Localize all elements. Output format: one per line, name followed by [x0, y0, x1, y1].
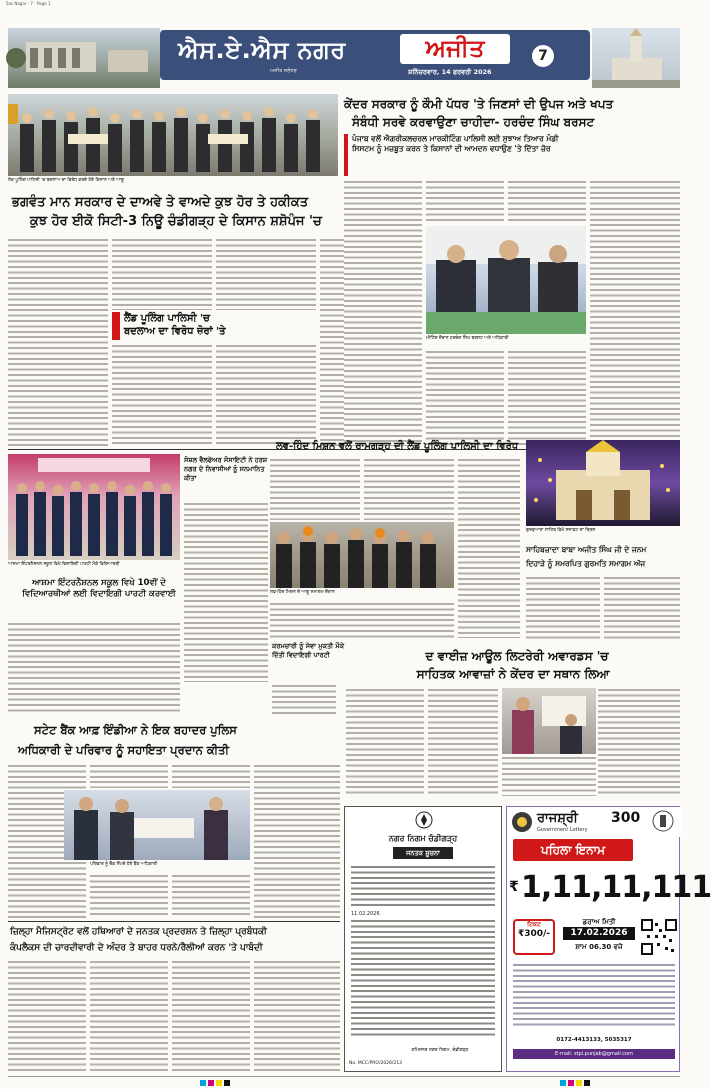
- landpooling-headline: ਲਵ-ਹਿੰਦ ਮਿਸ਼ਨ ਵਲੋਂ ਰਾਮਗੜ੍ਹ ਦੀ ਲੈਂਡ ਪੂਲਿੰਗ ਪਾਲਿਸੀ ਦਾ ਵਿਰੋਧ: [276, 441, 519, 452]
- lottery-prize-box: [509, 865, 711, 915]
- lottery-draw-time: ਸ਼ਾਮ 06.30 ਵਜੇ: [575, 943, 623, 951]
- pullquote-line2: ਬਦਲਾਅ ਦਾ ਵਿਰੋਧ ਜ਼ੋਰਾਂ 'ਤੇ: [124, 326, 226, 337]
- notice-emblem-icon: [415, 811, 433, 829]
- gurdwara-body-col1: [526, 576, 600, 640]
- dm-headline-line2: ਕੰਪਲੈਕਸ ਦੀ ਚਾਰਦੀਵਾਰੀ ਦੇ ਅੰਦਰ ਤੇ ਬਾਹਰ ਧਰਨੇ/ਰੈਲੀਆਂ ਕਰਨ 'ਤੇ ਪਾਬੰਦੀ: [10, 943, 263, 953]
- welfare-brief-body: [184, 502, 268, 682]
- lottery-draw-label: ਡਰਾਅ ਮਿਤੀ: [582, 918, 616, 926]
- lottery-header: [507, 807, 681, 837]
- reg-mark-cyan-2: [560, 1080, 566, 1086]
- masthead-subtitle: ਅਜੀਤ ਜਲੰਧਰ: [270, 68, 297, 74]
- lottery-logo-icon: [511, 811, 533, 833]
- print-slug: Sas Nagar - 7 - Page 1: [6, 1, 51, 6]
- public-notice: [344, 806, 502, 1072]
- lottery-prize-amount: 1,11,11,111: [521, 870, 711, 905]
- gurdwara-headline-line1: ਸਾਹਿਬਜ਼ਾਦਾ ਬਾਬਾ ਅਜੀਤ ਸਿੰਘ ਜੀ ਦੇ ਜਨਮ: [526, 545, 647, 554]
- notice-ref: No. MCC/PRO/2026/213: [349, 1061, 403, 1066]
- bank-body-col4: [254, 764, 340, 918]
- lottery-draw-no: 300: [611, 810, 641, 826]
- lottery-brand: ਰਾਜਸ਼੍ਰੀ: [537, 811, 578, 826]
- farmers-body-col3: [216, 238, 316, 310]
- landpooling-body-bottom: [270, 602, 454, 638]
- retirement-brief-body: [272, 684, 336, 714]
- farmers-protest-photo: [8, 94, 338, 176]
- literary-headline-line1: ਦ ਵਾਈਜ਼ ਆਊਲ ਲਿਟਰੇਰੀ ਅਵਾਰਡਸ 'ਚ: [425, 649, 609, 663]
- literary-body-col3: [598, 688, 680, 796]
- farmers-body-col2: [112, 238, 212, 310]
- welfare-brief-headline: ਸੋਸ਼ਲ ਵੈਲਫੇਅਰ ਸੋਸਾਇਟੀ ਨੇ ਹਰਸ਼ ਨਗਰ ਦੇ ਨਿਵਾਸੀਆਂ ਨੂੰ ਸਨਮਾਨਿਤ ਕੀਤਾ: [184, 456, 268, 482]
- lottery-ticket-price: ₹300/-: [517, 929, 551, 939]
- harchand-photo-caption: ਮੀਟਿੰਗ ਦੌਰਾਨ ਹਰਚੰਦ ਸਿੰਘ ਬਰਸਟ ਅਤੇ ਅਧਿਕਾਰੀ: [426, 336, 509, 341]
- govt-emblem-icon: [651, 809, 675, 833]
- bank-cheque-photo: [64, 790, 250, 860]
- harchand-subhead-line1: ਪੰਜਾਬ ਵਲੋਂ ਐਗਰੀਕਲਚਰਲ ਮਾਰਕੀਟਿੰਗ ਪਾਲਿਸੀ ਲਈ ਸੁਝਾਅ ਤਿਆਰ ਮੰਡੀ: [352, 134, 559, 143]
- notice-body-top: [351, 865, 495, 907]
- gurdwara-photo: [526, 440, 680, 526]
- reg-mark-cyan: [200, 1080, 206, 1086]
- lottery-ticket-badge: [513, 919, 555, 955]
- harchand-body-col2b: [426, 350, 504, 445]
- notice-title: ਜਨਤਕ ਸੂਚਨਾ: [393, 847, 453, 859]
- bank-body-col3b: [172, 874, 250, 918]
- harchand-body-col1: [344, 180, 422, 445]
- notice-body-main: [351, 919, 495, 1037]
- harchand-subhead: [344, 134, 680, 176]
- divider-2: [8, 921, 340, 922]
- gurdwara-headline-line2: ਦਿਹਾੜੇ ਨੂੰ ਸਮਰਪਿਤ ਗੁਰਮਤਿ ਸਮਾਗਮ ਅੱਜ: [526, 559, 646, 568]
- literary-body-col1: [346, 688, 424, 796]
- farmers-body-col1: [8, 238, 108, 446]
- bank-photo-caption: ਪਰਿਵਾਰ ਨੂੰ ਚੈੱਕ ਸੌਂਪਦੇ ਹੋਏ ਬੈਂਕ ਅਧਿਕਾਰੀ: [90, 862, 158, 867]
- dm-body-col2: [90, 960, 168, 1072]
- bank-headline-line2: ਅਧਿਕਾਰੀ ਦੇ ਪਰਿਵਾਰ ਨੂੰ ਸਹਾਇਤਾ ਪ੍ਰਦਾਨ ਕੀਤੀ: [18, 743, 229, 757]
- lottery-fineprint: [513, 963, 675, 1029]
- dm-headline-line1: ਜ਼ਿਲ੍ਹਾ ਮੈਜਿਸਟ੍ਰੇਟ ਵਲੋਂ ਹਥਿਆਰਾਂ ਦੇ ਜਨਤਕ ਪ੍ਰਦਰਸ਼ਨ ਤੇ ਜ਼ਿਲ੍ਹਾ ਪ੍ਰਬੰਧਕੀ: [10, 927, 267, 937]
- farmers-photo-caption: ਲੋਕ ਪੂਲਿੰਗ ਪਾਲਿਸੀ 'ਚ ਬਦਲਾਅ ਦਾ ਵਿਰੋਧ ਕਰਦੇ ਹੋਏ ਕਿਸਾਨ ਅਤੇ ਆਗੂ: [8, 178, 124, 183]
- school-farewell-photo: [8, 454, 180, 560]
- harchand-headline-line2: ਸੰਬੰਧੀ ਸਰਵੇ ਕਰਵਾਉਣਾ ਚਾਹੀਦਾ- ਹਰਚੰਦ ਸਿੰਘ ਬਰਸਟ: [352, 115, 595, 129]
- dm-body-col3: [172, 960, 250, 1072]
- landpooling-body-col1: [270, 458, 360, 520]
- literary-headline-line2: ਸਾਹਿਤਕ ਆਵਾਜ਼ਾਂ ਨੇ ਕੇਂਦਰ ਦਾ ਸਥਾਨ ਲਿਆ: [416, 667, 610, 681]
- harchand-body-col3: [508, 180, 586, 224]
- reg-mark-yellow: [216, 1080, 222, 1086]
- literary-awards-photo: [502, 688, 596, 754]
- school-headline: ਆਸ਼ਮਾ ਇੰਟਰਨੈਸ਼ਨਲ ਸਕੂਲ ਵਿਖੇ 10ਵੀਂ ਦੇ ਵਿਦਿਆਰਥੀਆਂ ਲਈ ਵਿਦਾਇਗੀ ਪਾਰਟੀ ਕਰਵਾਈ: [22, 578, 176, 599]
- harchand-headline-line1: ਕੇਂਦਰ ਸਰਕਾਰ ਨੂੰ ਕੌਮੀ ਪੱਧਰ 'ਤੇ ਜਿਣਸਾਂ ਦੀ ਉਪਜ ਅਤੇ ਖਪਤ: [344, 97, 614, 111]
- masthead-date: ਸ਼ਨਿੱਚਰਵਾਰ, 14 ਫਰਵਰੀ 2026: [408, 68, 492, 76]
- harchand-body-col3b: [508, 350, 586, 445]
- lottery-first-prize-label: ਪਹਿਲਾ ਇਨਾਮ: [513, 839, 633, 861]
- notice-signature: ਕਮਿਸ਼ਨਰ ਨਗਰ ਨਿਗਮ, ਚੰਡੀਗੜ੍ਹ: [411, 1048, 469, 1053]
- reg-mark-magenta-2: [568, 1080, 574, 1086]
- lottery-ticket-label: ਟਿਕਟ: [527, 921, 541, 928]
- footer-rule: [8, 1076, 680, 1077]
- harchand-meeting-photo: [426, 226, 586, 334]
- bank-body-col2b: [90, 874, 168, 918]
- qr-code-icon: [641, 919, 677, 955]
- bank-body-col2: [90, 764, 168, 788]
- farmers-headline-line2: ਕੁਝ ਹੋਰ ਈਕੋ ਸਿਟੀ-3 ਨਿਊ ਚੰਡੀਗੜ੍ਹ ਦੇ ਕਿਸਾਨ ਸ਼ਸ਼ੋਪੰਜ 'ਚ: [30, 214, 322, 229]
- landpooling-body-col2: [364, 458, 454, 520]
- farmers-body-col2b: [112, 344, 212, 446]
- masthead-section-title: ਐਸ.ਏ.ਐਸ ਨਗਰ: [178, 36, 346, 64]
- school-photo-caption: ਆਸ਼ਮਾ ਇੰਟਰਨੈਸ਼ਨਲ ਸਕੂਲ ਵਿਖੇ ਵਿਦਾਇਗੀ ਪਾਰਟੀ ਮੌਕੇ ਵਿਦਿਆਰਥੀ: [8, 562, 120, 567]
- farmers-body-col3b: [216, 344, 316, 446]
- landpooling-photo-caption: ਲਵ-ਹਿੰਦ ਮਿਸ਼ਨ ਦੇ ਆਗੂ ਸਮਾਗਮ ਦੌਰਾਨ: [270, 590, 335, 595]
- farmers-pullquote: [112, 312, 317, 340]
- notice-org: ਨਗਰ ਨਿਗਮ ਚੰਡੀਗੜ੍ਹ: [388, 834, 458, 843]
- bank-body-col3: [172, 764, 250, 788]
- bank-headline-line1: ਸਟੇਟ ਬੈਂਕ ਆਫ਼ ਇੰਡੀਆ ਨੇ ਇਕ ਬਹਾਦਰ ਪੁਲਿਸ: [34, 723, 237, 737]
- harchand-body-col4: [590, 180, 680, 445]
- lottery-subtitle: Government Lottery: [537, 827, 588, 833]
- gurdwara-body-col2: [604, 576, 680, 640]
- pullquote-line1: ਲੈਂਡ ਪੂਲਿੰਗ ਪਾਲਿਸੀ 'ਚ: [124, 313, 210, 324]
- literary-body-col2b: [502, 756, 596, 796]
- masthead-right-photo: [592, 28, 680, 88]
- farmers-headline-line1: ਭਗਵੰਤ ਮਾਨ ਸਰਕਾਰ ਦੇ ਦਾਅਵੇ ਤੇ ਵਾਅਦੇ ਕੁਝ ਹੋਰ ਤੇ ਹਕੀਕਤ: [12, 195, 309, 210]
- lottery-phone: 0172-4413133, 5035317: [556, 1037, 632, 1043]
- school-body: [8, 622, 180, 714]
- harchand-body-col2: [426, 180, 504, 224]
- reg-mark-magenta: [208, 1080, 214, 1086]
- masthead-left-photo: [8, 28, 160, 88]
- reg-mark-black-2: [584, 1080, 590, 1086]
- gurdwara-photo-caption: ਗੁਰਦੁਆਰਾ ਸਾਹਿਬ ਵਿਖੇ ਸਜਾਵਟ ਦਾ ਦ੍ਰਿਸ਼: [526, 528, 596, 533]
- masthead-paper-name: ਅਜੀਤ: [400, 34, 510, 64]
- landpooling-photo: [270, 522, 454, 588]
- reg-mark-yellow-2: [576, 1080, 582, 1086]
- dm-body-col4: [254, 960, 340, 1072]
- notice-date: 11.02.2026: [351, 911, 380, 917]
- masthead-page-number: 7: [532, 45, 554, 67]
- dm-body-col1: [8, 960, 86, 1072]
- lottery-email: E-mail: stpl.punjab@gmail.com: [513, 1049, 675, 1059]
- lottery-ad: [506, 806, 711, 1072]
- lottery-draw-block: [559, 917, 639, 959]
- lottery-currency: ₹: [509, 879, 519, 895]
- reg-mark-black: [224, 1080, 230, 1086]
- harchand-subhead-line2: ਸਿਸਟਮ ਨੂੰ ਮਜ਼ਬੂਤ ਕਰਨ ਤੇ ਕਿਸਾਨਾਂ ਦੀ ਆਮਦਨ ਵਧਾਉਣ 'ਤੇ ਦਿੱਤਾ ਜ਼ੋਰ: [352, 144, 551, 153]
- lottery-draw-date: 17.02.2026: [563, 927, 635, 940]
- landpooling-body-col3: [458, 458, 520, 638]
- literary-body-col2: [428, 688, 498, 796]
- retirement-brief-headline: ਕਰਮਚਾਰੀ ਨੂੰ ਸੇਵਾ ਮੁਕਤੀ ਮੌਕੇ ਦਿੱਤੀ ਵਿਦਾਇਗੀ ਪਾਰਟੀ: [272, 642, 345, 659]
